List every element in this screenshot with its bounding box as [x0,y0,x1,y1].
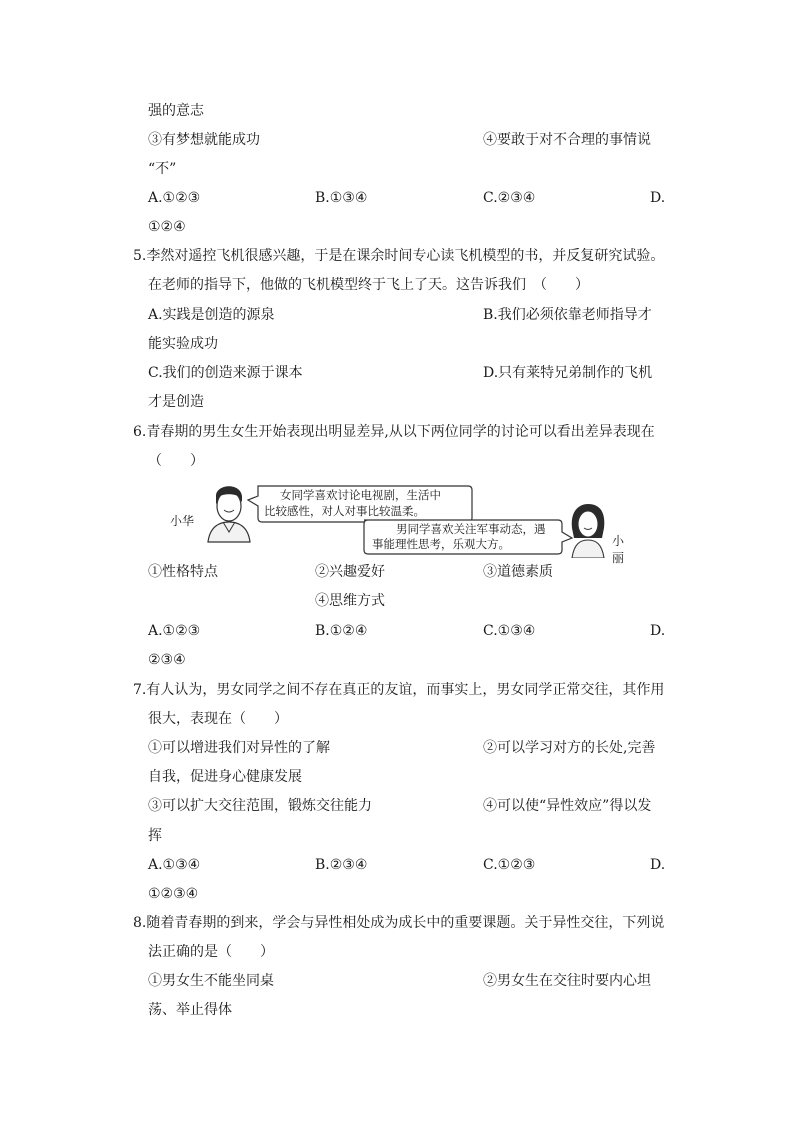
q6-option-3: ③道德素质 [483,564,553,580]
q8-option-1: ①男女生不能坐同桌 [148,973,274,989]
q6-choice-d-continuation: ②③④ [148,652,186,668]
q7-option-4: ④可以使“异性效应”得以发 [483,798,652,814]
q7-choice-c: C.①②③ [483,857,536,873]
q6-stem-line-2: （ ） [148,453,204,469]
q7-choice-a: A.①③④ [148,857,201,873]
q5-choice-a: A.实践是创造的源泉 [148,307,275,323]
q6-option-2: ②兴趣爱好 [315,564,385,580]
girl-illustration [572,504,605,558]
left-speaker-name: 小华 [170,514,195,528]
q4-option-4-continuation: “不” [148,161,177,177]
q5-choice-d: D.只有莱特兄弟制作的飞机 [483,365,653,381]
right-bubble-line-2: 事能理性思考，乐观大方。 [372,537,510,551]
q7-stem-line-2: 很大，表现在（ ） [148,711,288,727]
q7-stem-line-1: 7.有人认为，男女同学之间不存在真正的友谊，而事实上，男女同学正常交往，其作用 [133,682,665,698]
q6-discussion-figure [168,476,625,565]
right-speaker-name: 小丽 [612,534,625,565]
q4-choice-b: B.①③④ [315,190,368,206]
q7-option-1: ①可以增进我们对异性的了解 [148,740,330,756]
q8-option-2: ②男女生在交往时要内心坦 [483,973,651,989]
q6-choice-a: A.①②③ [148,623,201,639]
q6-option-1: ①性格特点 [148,564,218,580]
q7-option-4-continuation: 挥 [148,828,162,844]
q8-stem-line-1: 8.随着青春期的到来，学会与异性相处成为成长中的重要课题。关于异性交往，下列说 [133,915,665,931]
q5-choice-c: C.我们的创造来源于课本 [148,365,303,381]
q7-choice-d-continuation: ①②③④ [148,886,199,902]
q6-choice-c: C.①③④ [483,623,536,639]
q5-choice-b-continuation: 能实验成功 [148,336,218,352]
boy-illustration [208,486,250,542]
right-bubble-line-1: 男同学喜欢关注军事动态，遇 [396,522,546,536]
q5-stem-line-1: 5.李然对遥控飞机很感兴趣，于是在课余时间专心读飞机模型的书，并反复研究试验。 [133,248,665,264]
q5-choice-b: B.我们必须依靠老师指导才 [483,307,652,323]
q4-choice-a: A.①②③ [148,190,201,206]
q6-option-4: ④思维方式 [315,593,385,609]
left-bubble-line-1: 女同学喜欢讨论电视剧，生活中 [280,488,441,502]
q8-option-2-continuation: 荡、举止得体 [148,1002,232,1018]
q7-choice-b: B.②③④ [315,857,368,873]
q5-choice-d-continuation: 才是创造 [148,394,204,410]
q8-stem-line-2: 法正确的是（ ） [148,944,274,960]
q4-choice-d: D. [650,190,666,206]
q4-choice-d-continuation: ①②④ [148,219,186,235]
q7-option-2: ②可以学习对方的长处,完善 [483,740,656,756]
q6-stem-line-1: 6.青春期的男生女生开始表现出明显差异,从以下两位同学的讨论可以看出差异表现在 [133,424,655,440]
q7-choice-d: D. [650,857,666,873]
q4-line-continuation: 强的意志 [148,103,204,119]
left-bubble-line-2: 比较感性，对人对事比较温柔。 [264,504,425,518]
q4-option-3: ③有梦想就能成功 [148,132,260,148]
q5-stem-line-2: 在老师的指导下，他做的飞机模型终于飞上了天。这告诉我们 （ ） [148,277,589,293]
q7-option-2-continuation: 自我，促进身心健康发展 [148,769,302,785]
q4-option-4: ④要敢于对不合理的事情说 [483,132,651,148]
q7-option-3: ③可以扩大交往范围，锻炼交往能力 [148,798,372,814]
q6-choice-d: D. [650,623,666,639]
q6-choice-b: B.①②④ [315,623,368,639]
q4-choice-c: C.②③④ [483,190,536,206]
